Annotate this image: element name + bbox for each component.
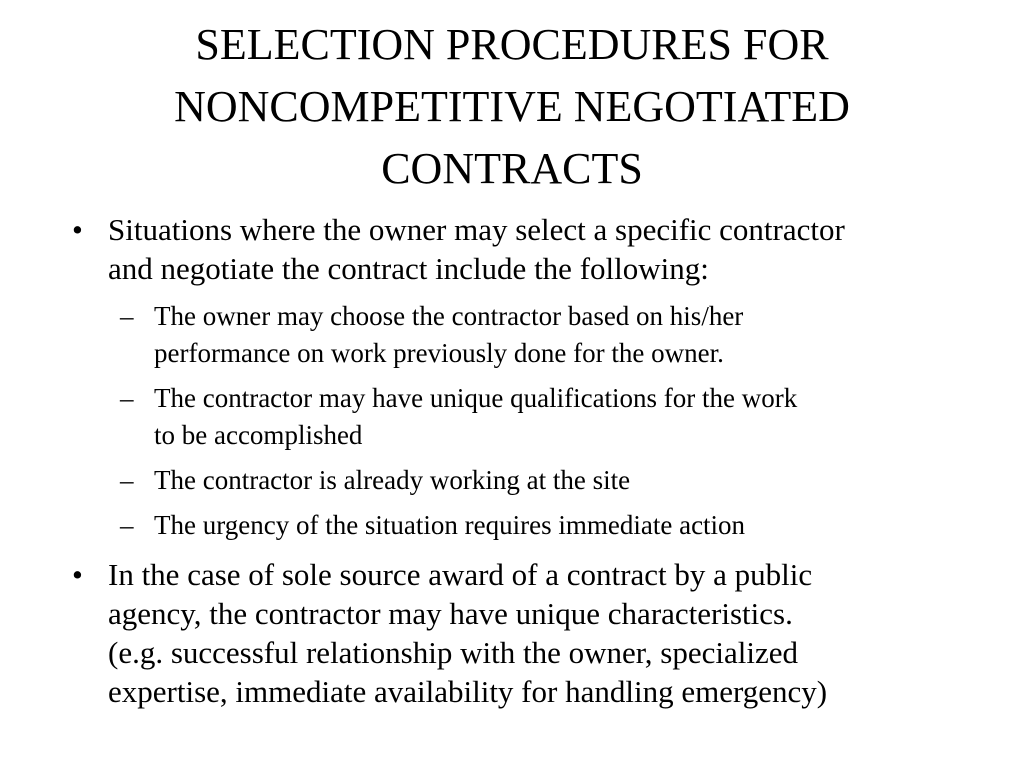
sub-bullet-text-line: The urgency of the situation requires immediate action — [154, 510, 746, 540]
sub-bullet-marker: – — [120, 465, 134, 495]
sub-bullet-text-line: The contractor may have unique qualifications for the work — [154, 383, 798, 413]
bullet-text-line: agency, the contractor may have unique characteristics. — [108, 596, 793, 631]
bullet-marker: • — [72, 557, 83, 592]
title-line: NONCOMPETITIVE NEGOTIATED — [174, 82, 850, 131]
title-line: CONTRACTS — [381, 144, 643, 193]
sub-bullet-marker: – — [120, 301, 134, 331]
sub-bullet-text-line: to be accomplished — [154, 420, 363, 450]
bullet-item — [72, 210, 998, 288]
bullet-item — [72, 555, 998, 711]
sub-bullet-text-line: The contractor is already working at the site — [154, 465, 631, 495]
title-line: SELECTION PROCEDURES FOR — [195, 20, 829, 69]
bullet-text-line: expertise, immediate availability for handling emergency) — [108, 674, 828, 709]
slide-title — [40, 14, 984, 200]
sub-bullet-text-line: performance on work previously done for the owner. — [154, 338, 724, 368]
sub-bullet-item — [120, 462, 994, 499]
sub-bullet-item — [120, 298, 994, 372]
bullet-text-line: In the case of sole source award of a contract by a public — [108, 557, 813, 592]
bullet-text-line: Situations where the owner may select a specific contractor — [108, 212, 845, 247]
sub-bullet-marker: – — [120, 383, 134, 413]
sub-bullet-text-line: The owner may choose the contractor based on his/her — [154, 301, 744, 331]
bullet-marker: • — [72, 212, 83, 247]
sub-bullet-item — [120, 380, 994, 454]
sub-bullet-item — [120, 507, 994, 544]
bullet-text-line: and negotiate the contract include the following: — [108, 251, 709, 286]
bullet-text-line: (e.g. successful relationship with the owner, specialized — [108, 635, 799, 670]
sub-bullet-marker: – — [120, 510, 134, 540]
